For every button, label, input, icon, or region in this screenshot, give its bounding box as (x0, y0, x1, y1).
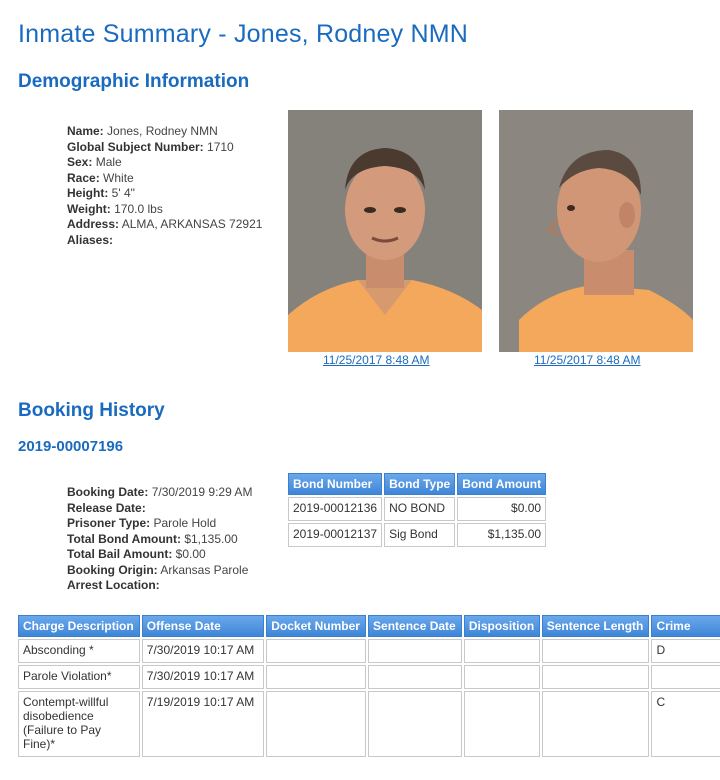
offense-date-cell: 7/30/2019 10:17 AM (142, 639, 264, 663)
disposition-cell (464, 691, 540, 757)
page-title: Inmate Summary - Jones, Rodney NMN (18, 20, 469, 48)
bond-number-cell: 2019-00012137 (288, 523, 382, 547)
address-row: Address: ALMA, ARKANSAS 72921 (67, 217, 263, 231)
table-row (288, 497, 546, 521)
crime-cell: D (651, 639, 720, 663)
disposition-header[interactable]: Disposition (464, 615, 540, 637)
total-bond-row: Total Bond Amount: $1,135.00 (67, 531, 238, 546)
sentence-length-cell (542, 639, 650, 663)
charge-description-header[interactable]: Charge Description (18, 615, 140, 637)
mugshot-front-date-link[interactable]: 11/25/2017 8:48 AM (323, 353, 430, 367)
offense-date-header[interactable]: Offense Date (142, 615, 264, 637)
bond-table-header (288, 473, 546, 495)
crime-cell: C (651, 691, 720, 757)
subject-number-row: Global Subject Number: 1710 (67, 139, 234, 154)
mugshot-profile-date-link[interactable]: 11/25/2017 8:48 AM (534, 353, 641, 367)
charge-table-container[interactable] (16, 613, 720, 759)
booking-history-heading: Booking History (18, 400, 165, 421)
charge-table-header (18, 615, 720, 637)
mugshot-profile[interactable] (499, 110, 693, 352)
booking-number: 2019-00007196 (18, 438, 124, 455)
total-bail-row: Total Bail Amount: $0.00 (67, 547, 206, 561)
booking-info (67, 485, 252, 594)
sentence-date-header[interactable]: Sentence Date (368, 615, 462, 637)
table-row (18, 691, 720, 757)
name-row: Name: Jones, Rodney NMN (67, 124, 218, 138)
docket-number-header[interactable]: Docket Number (266, 615, 366, 637)
prisoner-type-row: Prisoner Type: Parole Hold (67, 516, 217, 530)
disposition-cell (464, 639, 540, 663)
docket-number-cell (266, 639, 366, 663)
table-row (288, 523, 546, 547)
docket-number-cell (266, 691, 366, 757)
disposition-cell (464, 665, 540, 689)
charge-description-cell: Absconding * (18, 639, 140, 663)
charge-description-cell: Contempt-willful disobedience (Failure to Pay Fine)* (18, 691, 140, 757)
booking-origin-row: Booking Origin: Arkansas Parole (67, 562, 249, 577)
aliases-row: Aliases: (67, 232, 114, 247)
docket-number-cell (266, 665, 366, 689)
bond-table (286, 471, 548, 549)
sentence-date-cell (368, 691, 462, 757)
crime-cell (651, 665, 720, 689)
bond-amount-header[interactable]: Bond Amount (457, 473, 546, 495)
sentence-length-cell (542, 691, 650, 757)
bond-number-header[interactable]: Bond Number (288, 473, 382, 495)
charge-table (16, 613, 720, 759)
sentence-date-cell (368, 639, 462, 663)
weight-row: Weight: 170.0 lbs (67, 201, 163, 216)
arrest-location-row: Arrest Location: (67, 578, 160, 592)
table-row (18, 639, 720, 663)
table-row (18, 665, 720, 689)
bond-type-cell: NO BOND (384, 497, 455, 521)
bond-type-cell: Sig Bond (384, 523, 455, 547)
bond-amount-cell: $0.00 (457, 497, 546, 521)
booking-date-row: Booking Date: 7/30/2019 9:29 AM (67, 485, 253, 499)
offense-date-cell: 7/19/2019 10:17 AM (142, 691, 264, 757)
demographic-info (67, 124, 262, 248)
charge-description-cell: Parole Violation* (18, 665, 140, 689)
offense-date-cell: 7/30/2019 10:17 AM (142, 665, 264, 689)
bond-number-cell: 2019-00012136 (288, 497, 382, 521)
race-row: Race: White (67, 170, 134, 185)
height-row: Height: 5' 4" (67, 186, 135, 200)
sentence-length-cell (542, 665, 650, 689)
bond-amount-cell: $1,135.00 (457, 523, 546, 547)
release-date-row: Release Date: (67, 500, 146, 515)
bond-type-header[interactable]: Bond Type (384, 473, 455, 495)
sentence-length-header[interactable]: Sentence Length (542, 615, 650, 637)
mugshot-front[interactable] (288, 110, 482, 352)
demographic-heading: Demographic Information (18, 71, 250, 92)
sentence-date-cell (368, 665, 462, 689)
sex-row: Sex: Male (67, 155, 122, 169)
crime-header[interactable]: Crime (651, 615, 720, 637)
